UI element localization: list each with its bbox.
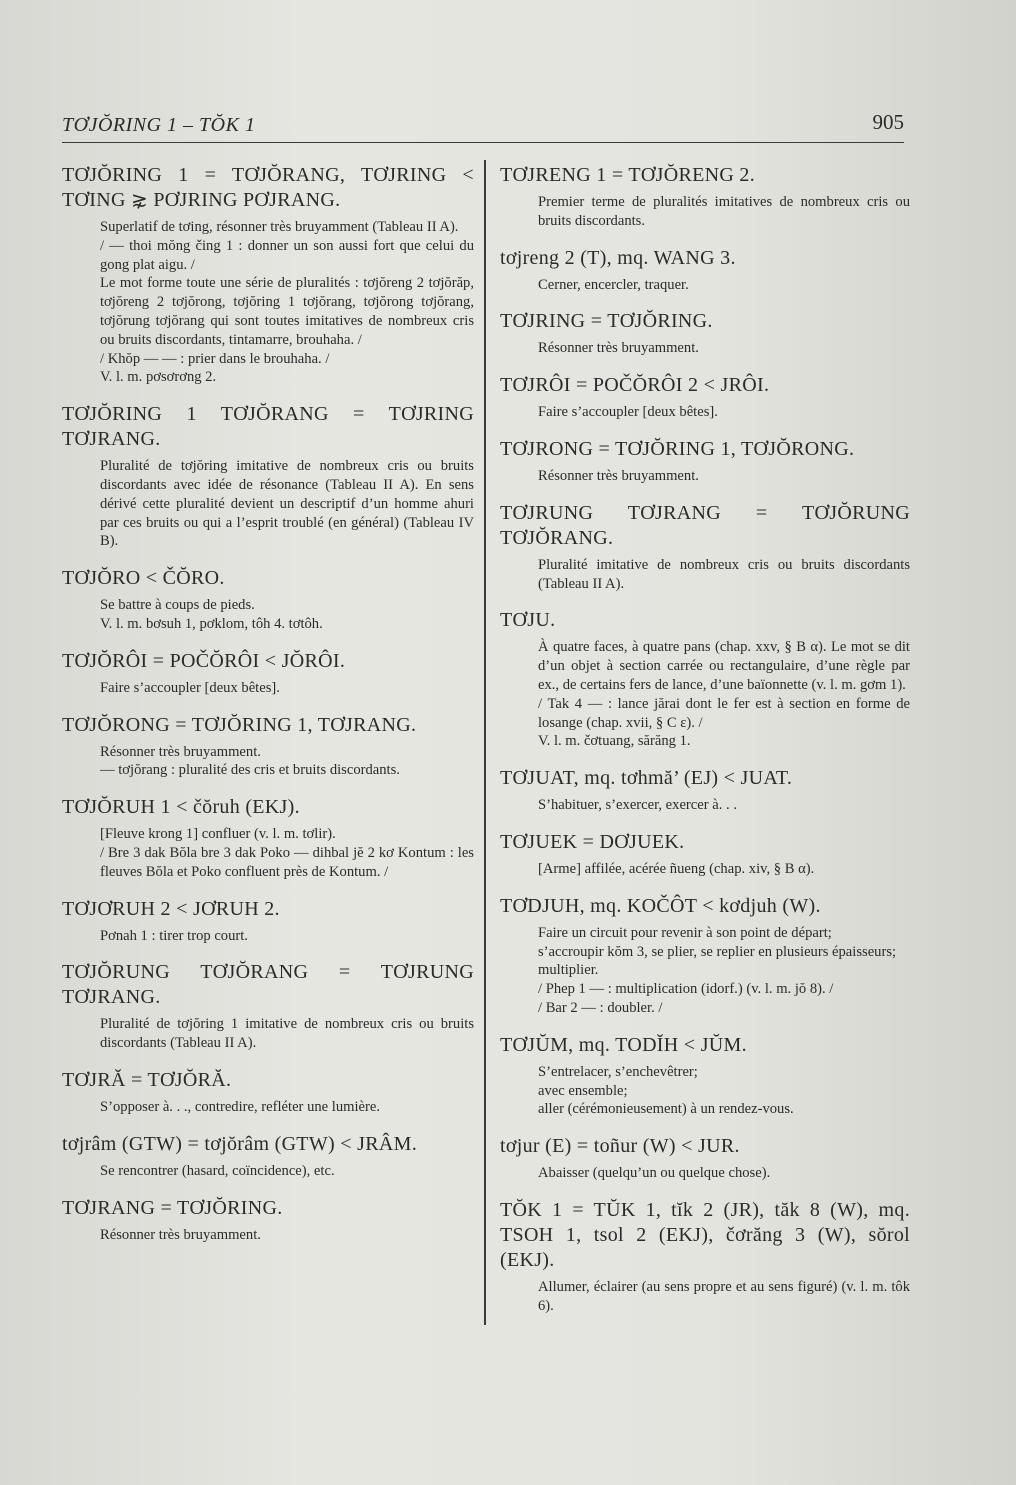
definition xyxy=(100,927,474,946)
dictionary-entry xyxy=(500,608,910,751)
definition-line: aller (cérémonieusement) à un rendez-vous. xyxy=(538,1101,794,1118)
definition xyxy=(538,339,910,358)
definition xyxy=(538,193,910,231)
definition-line: S’habituer, s’exercer, exercer à. . . xyxy=(538,797,737,814)
dictionary-entry xyxy=(500,830,910,879)
definition-line: Faire s’accoupler [deux bêtes]. xyxy=(538,404,718,421)
dictionary-entry xyxy=(500,1033,910,1119)
headword: TƠJRING = TƠJŎRING. xyxy=(500,310,713,333)
headword: TƠJŎRING 1 TƠJŎRANG = TƠJRING TƠJRANG. xyxy=(62,403,474,451)
definition xyxy=(538,796,910,815)
headword: tơjreng 2 (T), mq. WANG 3. xyxy=(500,246,736,269)
definition xyxy=(100,1098,474,1117)
definition-line: Résonner très bruyamment. xyxy=(100,1226,261,1243)
definition xyxy=(100,1226,474,1245)
definition xyxy=(538,1063,910,1119)
headword: TƠJŎRING 1 = TƠJŎRANG, TƠJRING < TƠING ⋧ PƠJRING PƠJRANG. xyxy=(62,164,474,211)
definition-line: Superlatif de tơing, résonner très bruyamment (Tableau II A). xyxy=(100,219,459,235)
column-divider xyxy=(484,160,486,1325)
running-title: TƠJŎRING 1 – TŎK 1 xyxy=(62,114,256,136)
dictionary-entry xyxy=(62,1132,474,1181)
definition xyxy=(100,825,474,881)
headword: TƠJRĂ = TƠJŎRĂ. xyxy=(62,1068,232,1091)
definition-line: Se battre à coups de pieds. xyxy=(100,597,255,614)
definition-line: — tơjŏrang : pluralité des cris et bruits discordants. xyxy=(100,762,400,779)
definition-line: Abaisser (quelqu’un ou quelque chose). xyxy=(538,1165,771,1182)
dictionary-entry xyxy=(500,309,910,358)
definition xyxy=(538,556,910,594)
dictionary-entry xyxy=(500,894,910,1018)
definition xyxy=(100,1015,474,1053)
dictionary-entry xyxy=(500,1198,910,1316)
definition-line: [Arme] affilée, acérée ñueng (chap. xiv, § B α). xyxy=(538,860,815,877)
headword: TƠJŎRÔI = POČŎRÔI < JŎRÔI. xyxy=(62,649,346,672)
dictionary-entry xyxy=(62,960,474,1053)
headword: TŎK 1 = TŬK 1, tĭk 2 (JR), tăk 8 (W), mq. TSOH 1, tsol 2 (EKJ), čơrăng 3 (W), sŏrol (EKJ). xyxy=(500,1198,910,1271)
definition-line: / Bre 3 dak Bŏla bre 3 dak Poko — dihbal jĕ 2 kơ Kontum : les fleuves Bŏla et Poko confluent près de Kontum. / xyxy=(100,844,474,880)
headword: TƠJU. xyxy=(500,609,556,632)
definition-line: Pluralité de tơjŏring 1 imitative de nombreux cris ou bruits discordants (Tableau II A). xyxy=(100,1016,474,1052)
dictionary-entry xyxy=(62,1068,474,1117)
dictionary-entry xyxy=(500,1134,910,1183)
dictionary-entry xyxy=(62,897,474,946)
definition xyxy=(538,403,910,422)
headword: TƠDJUH, mq. KOČÔT < kơdjuh (W). xyxy=(500,894,821,917)
definition-line: Faire s’accoupler [deux bêtes]. xyxy=(100,679,280,696)
dictionary-entry xyxy=(500,437,910,486)
definition-line: Pluralité imitative de nombreux cris ou bruits discordants (Tableau II A). xyxy=(538,556,910,592)
definition-line: V. l. m. čơtuang, sărăng 1. xyxy=(538,733,691,750)
definition-line: / Tak 4 — : lance jărai dont le fer est à section en forme de losange (chap. xvii, § C ε). / xyxy=(538,695,910,731)
definition-line: À quatre faces, à quatre pans (chap. xxv, § B α). Le mot se dit d’un objet à section carrée ou rectangulaire, d’une règle par ex., de certains fers de lance, d’une baïonnette (v. l. m. gơm 1). xyxy=(538,639,910,693)
definition-line: Le mot forme toute une série de pluralités : tơjŏreng 2 tơjŏrăp, tơjŏreng 2 tơjŏrong, tơjŏring 1 tơjŏrang, tơjŏrong tơjŏrang, tơjŏrung tơjŏrang qui sont toutes imitatives de nombreux cris ou bruits discordants, tintamarre, brouhaha. / xyxy=(100,275,474,348)
definition-line: / Phep 1 — : multiplication (idorf.) (v. l. m. jŏ 8). / xyxy=(538,981,834,998)
dictionary-entry xyxy=(500,501,910,594)
definition-line: multiplier. xyxy=(538,962,599,979)
headword: TƠJRONG = TƠJŎRING 1, TƠJŎRONG. xyxy=(500,437,855,460)
definition-line: / Khŏp — — : prier dans le brouhaha. / xyxy=(100,350,330,367)
definition-line: Se rencontrer (hasard, coïncidence), etc. xyxy=(100,1162,335,1179)
dictionary-entry xyxy=(62,566,474,634)
definition-line: Résonner très bruyamment. xyxy=(538,467,699,484)
definition xyxy=(538,924,910,1018)
dictionary-entry xyxy=(500,163,910,231)
definition xyxy=(538,1164,910,1183)
headword: TƠJRENG 1 = TƠJŎRENG 2. xyxy=(500,164,756,186)
definition-line: Allumer, éclairer (au sens propre et au sens figuré) (v. l. m. tôk 6). xyxy=(538,1278,910,1314)
definition xyxy=(100,596,474,634)
running-head xyxy=(62,112,904,143)
dictionary-entry xyxy=(500,373,910,422)
definition xyxy=(538,860,910,879)
definition xyxy=(538,467,910,486)
dictionary-entry xyxy=(62,163,474,387)
headword: TƠJŎRO < ČŎRO. xyxy=(62,567,225,590)
definition-line: Résonner très bruyamment. xyxy=(538,340,699,357)
definition xyxy=(100,218,474,387)
headword: tơjrâm (GTW) = tơjŏrâm (GTW) < JRÂM. xyxy=(62,1132,417,1155)
dictionary-entry xyxy=(62,795,474,881)
definition-line: avec ensemble; xyxy=(538,1082,628,1099)
headword: tơjur (E) = toñur (W) < JUR. xyxy=(500,1135,740,1158)
definition xyxy=(100,1162,474,1181)
headword: TƠJƠRUH 2 < JƠRUH 2. xyxy=(62,897,280,920)
definition-line: Pơnah 1 : tirer trop court. xyxy=(100,927,248,944)
definition xyxy=(100,679,474,698)
right-column xyxy=(500,163,910,1331)
definition xyxy=(538,276,910,295)
definition-line: / Bar 2 — : doubler. / xyxy=(538,999,663,1016)
headword: TƠJŎRUH 1 < čŏruh (EKJ). xyxy=(62,796,300,819)
headword: TƠJUAT, mq. tơhmă’ (EJ) < JUAT. xyxy=(500,767,793,790)
definition xyxy=(100,457,474,551)
definition-line: [Fleuve krong 1] confluer (v. l. m. tơlir). xyxy=(100,826,336,843)
definition-line: S’opposer à. . ., contredire, refléter une lumière. xyxy=(100,1098,381,1115)
definition xyxy=(100,743,474,781)
definition-line: V. l. m. pơsơrơng 2. xyxy=(100,369,217,386)
page-number: 905 xyxy=(872,110,904,134)
headword: TƠJŎRONG = TƠJŎRING 1, TƠJRANG. xyxy=(62,713,417,736)
dictionary-entry xyxy=(500,766,910,815)
headword: TƠJŎRUNG TƠJŎRANG = TƠJRUNG TƠJRANG. xyxy=(62,961,474,1009)
definition-line: s’accroupir kŏm 3, se plier, se replier en plusieurs épaisseurs; xyxy=(538,943,897,960)
definition xyxy=(538,638,910,751)
headword: TƠJRÔI = POČŎRÔI 2 < JRÔI. xyxy=(500,374,770,397)
definition-line: Résonner très bruyamment. xyxy=(100,743,261,760)
headword: TƠJRANG = TƠJŎRING. xyxy=(62,1196,283,1219)
headword: TƠJUEK = DƠJUEK. xyxy=(500,830,685,853)
definition-line: / — thoi mŏng čing 1 : donner un son aussi fort que celui du gong plat aigu. / xyxy=(100,237,474,273)
left-column xyxy=(62,163,474,1259)
dictionary-entry xyxy=(62,713,474,781)
headword: TƠJŬM, mq. TODĬH < JŬM. xyxy=(500,1033,747,1056)
dictionary-entry xyxy=(62,649,474,698)
definition-line: Faire un circuit pour revenir à son point de départ; xyxy=(538,924,832,941)
definition xyxy=(538,1278,910,1316)
definition-line: S’entrelacer, s’enchevêtrer; xyxy=(538,1063,698,1080)
definition-line: V. l. m. bơsuh 1, pơklom, tôh 4. tơtôh. xyxy=(100,615,323,632)
definition-line: Pluralité de tơjŏring imitative de nombreux cris ou bruits discordants avec idée de résonance (Tableau II A). En sens dérivé cette pluralité devient un descriptif d’un homme ahuri par ces bruits ou qui a l’esprit troublé (en général) (Tableau IV B). xyxy=(100,458,474,550)
definition-line: Premier terme de pluralités imitatives de nombreux cris ou bruits discordants. xyxy=(538,194,910,229)
dictionary-entry xyxy=(62,402,474,551)
definition-line: Cerner, encercler, traquer. xyxy=(538,276,689,293)
dictionary-entry xyxy=(62,1196,474,1245)
dictionary-entry xyxy=(500,246,910,295)
headword: TƠJRUNG TƠJRANG = TƠJŎRUNG TƠJŎRANG. xyxy=(500,501,910,549)
